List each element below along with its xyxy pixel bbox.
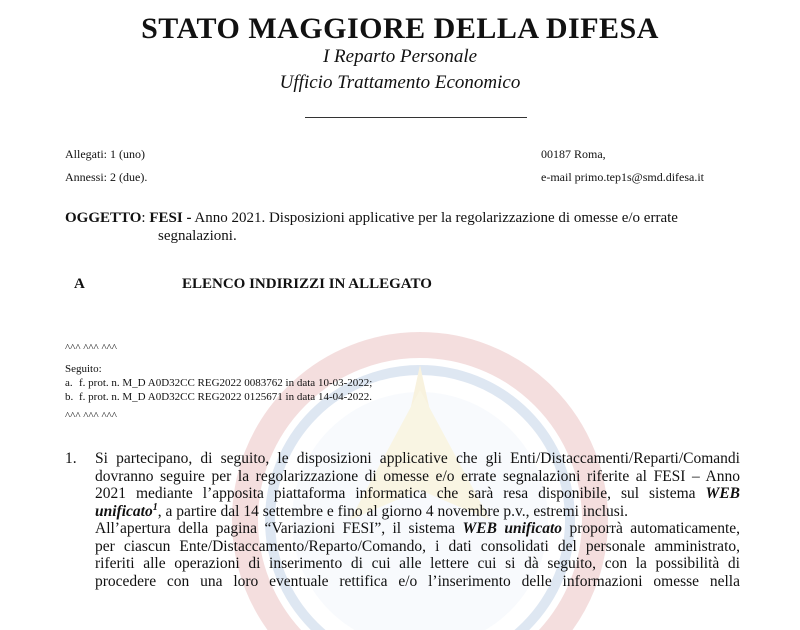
paragraph-body <box>95 450 740 590</box>
place-line: 00187 Roma, <box>541 147 606 161</box>
paragraph-number: 1. <box>65 450 77 467</box>
header-divider <box>305 117 527 118</box>
references-block <box>65 362 372 404</box>
reference-text: f. prot. n. M_D A0D32CC REG2022 0083762 in data 10-03-2022; <box>79 377 373 389</box>
paragraph-line: procedere con una loro eventuale rettifica e/o l’inserimento delle informazioni omesse nella <box>95 572 740 590</box>
reference-text: f. prot. n. M_D A0D32CC REG2022 0125671 in data 14-04-2022. <box>79 391 373 403</box>
subject-fesi: FESI - <box>149 210 192 226</box>
paragraph-line: per ciascun Ente/Distaccamento/Reparto/Comando, i dati consolidati del personale amministrato, <box>95 537 740 555</box>
paragraph-line: All’apertura della pagina “Variazioni FESI”, il sistema WEB unificato proporrà automaticamente, <box>95 520 740 537</box>
reference-item <box>65 376 372 390</box>
paragraph-line: 2021 mediante l’apposita piattaforma informatica che sarà resa disponibile, sul sistema WEB <box>95 485 740 502</box>
subject-text-line2: segnalazioni. <box>158 228 237 244</box>
separator-top: ^^^ ^^^ ^^^ <box>65 342 117 354</box>
allegati-line: Allegati: 1 (uno) <box>65 147 145 161</box>
reference-item <box>65 390 372 404</box>
subject-label: OGGETTO <box>65 210 142 226</box>
separator-bottom: ^^^ ^^^ ^^^ <box>65 410 117 422</box>
subject-block <box>65 209 745 245</box>
subject-colon: : <box>141 210 146 226</box>
paragraph-line: unificato$^1$, a partire dal 14 settembre e fino al giorno 4 novembre p.v., estremi inclusi. <box>95 501 629 520</box>
paragraph-line: riferiti alle operazioni di inserimento di cui alle lettere cui si dà seguito, con la possibilità di <box>95 555 740 572</box>
footnote-marker[interactable]: 1 <box>152 501 158 513</box>
paragraph-1 <box>65 450 740 590</box>
organization-title: STATO MAGGIORE DELLA DIFESA <box>141 12 659 45</box>
annessi-line: Annessi: 2 (due). <box>65 170 148 184</box>
reference-letter: b. <box>65 391 74 403</box>
email-line: e-mail primo.tep1s@smd.difesa.it <box>541 170 705 184</box>
paragraph-line: dovranno seguire per la regolarizzazione di omesse e/o errate segnalazioni riferite al FESI – Anno <box>95 467 740 485</box>
reference-letter: a. <box>65 377 73 389</box>
recipient-letter: A <box>74 276 85 292</box>
department-subtitle: I Reparto Personale <box>322 46 478 67</box>
references-heading: Seguito: <box>65 363 102 375</box>
paragraph-line: Si partecipano, di seguito, le disposizioni applicative che gli Enti/Distaccamenti/Reparti/Comandi <box>95 450 740 467</box>
recipient-list: ELENCO INDIRIZZI IN ALLEGATO <box>182 276 432 292</box>
subject-text-line1: Anno 2021. Disposizioni applicative per la regolarizzazione di omesse e/o errate <box>191 210 678 226</box>
office-subtitle: Ufficio Trattamento Economico <box>279 72 521 93</box>
